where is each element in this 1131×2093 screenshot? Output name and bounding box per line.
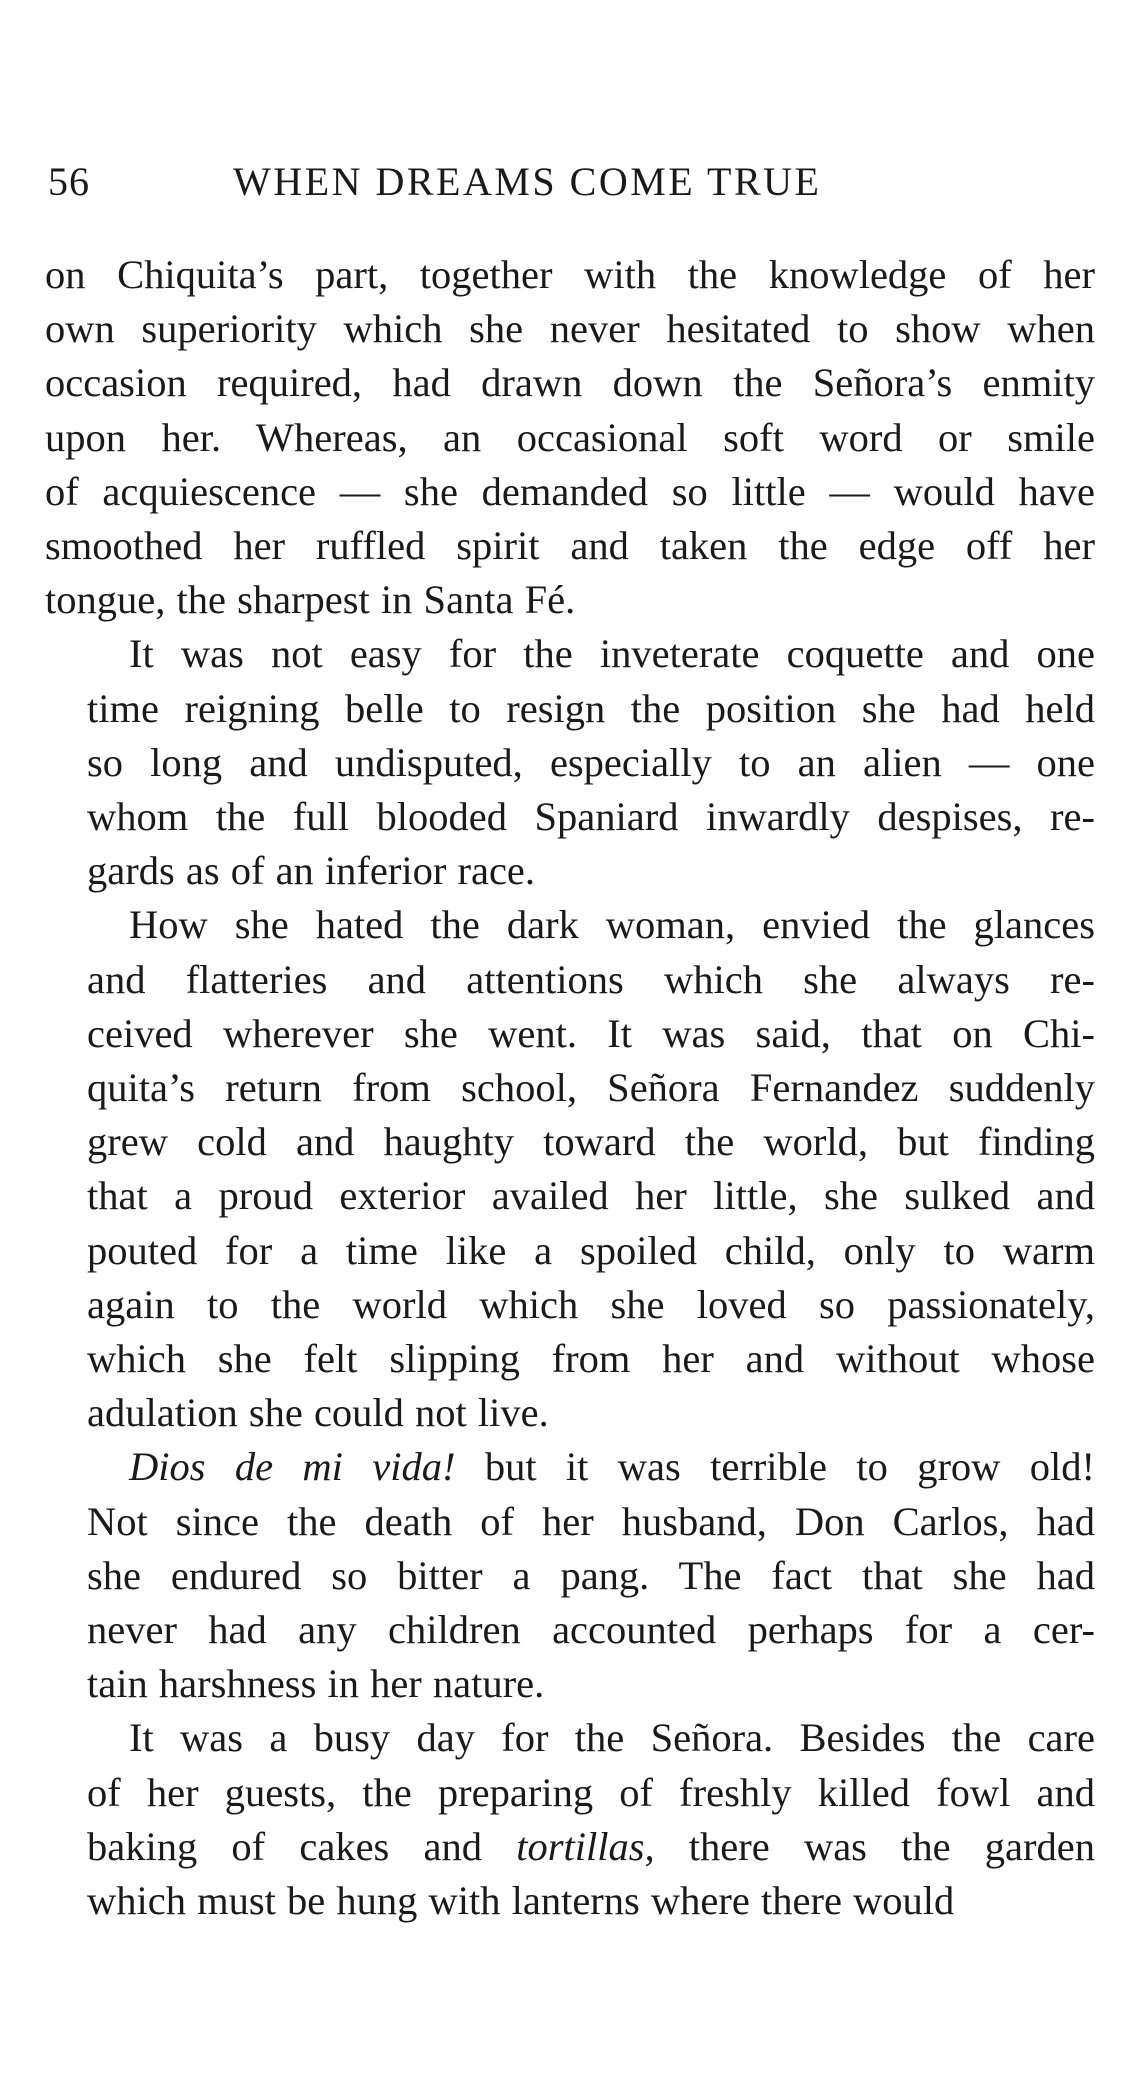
page-number: 56 — [48, 159, 90, 204]
text-segment: so long and undisputed, especially to an alien — one — [87, 739, 1095, 785]
text-segment: and flatteries and attentions which she always re- — [87, 956, 1095, 1002]
text-line — [45, 1278, 1095, 1332]
text-line — [45, 790, 1095, 844]
text-segment: on Chiquita’s part, together with the knowledge of her — [45, 252, 1095, 297]
paragraph — [45, 1711, 1095, 1928]
book-title: WHEN DREAMS COME TRUE — [233, 159, 822, 204]
text-segment: quita’s return from school, Señora Fernandez suddenly — [87, 1065, 1095, 1111]
text-line — [45, 356, 1095, 410]
text-line — [45, 465, 1095, 519]
running-head — [48, 158, 1088, 214]
text-line — [45, 248, 1095, 302]
paragraph — [45, 627, 1095, 898]
text-segment: tain harshness in her nature. — [87, 1661, 545, 1707]
text-segment: It was not easy for the inveterate coquette and one — [129, 631, 1095, 677]
text-line — [45, 1820, 1095, 1874]
text-line — [45, 1007, 1095, 1061]
text-line — [45, 1169, 1095, 1223]
text-line — [45, 627, 1095, 681]
text-line — [45, 1874, 1095, 1928]
text-segment: whom the full blooded Spaniard inwardly despises, re- — [87, 794, 1095, 840]
paragraph — [45, 1440, 1095, 1711]
text-segment: there was the garden — [654, 1823, 1095, 1869]
text-segment: ceived wherever she went. It was said, that on Chi- — [87, 1010, 1095, 1056]
text-line — [45, 1603, 1095, 1657]
italic-text: tortillas, — [516, 1823, 655, 1869]
italic-text: Dios de mi vida! — [129, 1444, 456, 1490]
text-line — [45, 682, 1095, 736]
text-line — [45, 1657, 1095, 1711]
text-segment: time reigning belle to resign the position she had held — [87, 685, 1095, 731]
text-line — [45, 953, 1095, 1007]
text-line — [45, 1224, 1095, 1278]
text-line — [45, 519, 1095, 573]
text-line — [45, 1332, 1095, 1386]
text-segment: smoothed her ruffled spirit and taken the edge off her — [45, 523, 1095, 569]
text-line — [45, 1711, 1095, 1765]
text-segment: which must be hung with lanterns where there would — [87, 1878, 955, 1924]
text-line — [45, 573, 1095, 627]
paragraph — [45, 248, 1095, 627]
text-line — [45, 898, 1095, 952]
text-line — [45, 1766, 1095, 1820]
text-segment: Not since the death of her husband, Don Carlos, had — [87, 1498, 1095, 1544]
text-segment: again to the world which she loved so passionately, — [87, 1281, 1095, 1327]
text-segment: upon her. Whereas, an occasional soft word or smile — [45, 414, 1095, 460]
text-segment: pouted for a time like a spoiled child, only to warm — [87, 1227, 1095, 1273]
text-line — [45, 1061, 1095, 1115]
text-segment: but it was terrible to grow old! — [455, 1444, 1096, 1490]
text-line — [45, 411, 1095, 465]
text-segment: occasion required, had drawn down the Señora’s enmity — [45, 360, 1095, 406]
text-segment: of acquiescence — she demanded so little — would have — [45, 468, 1095, 514]
text-line — [45, 1549, 1095, 1603]
text-line — [45, 844, 1095, 898]
text-line — [45, 1495, 1095, 1549]
text-line — [45, 736, 1095, 790]
text-segment: adulation she could not live. — [87, 1390, 549, 1436]
text-segment: tongue, the sharpest in Santa Fé. — [45, 577, 576, 623]
text-segment: gards as of an inferior race. — [87, 848, 536, 894]
body-text — [45, 248, 1095, 1928]
text-segment: that a proud exterior availed her little, she sulked and — [87, 1173, 1095, 1219]
text-segment: grew cold and haughty toward the world, but finding — [87, 1119, 1095, 1165]
text-line — [45, 1440, 1095, 1494]
text-segment: which she felt slipping from her and without whose — [87, 1336, 1095, 1382]
text-segment: How she hated the dark woman, envied the glances — [129, 902, 1095, 948]
text-segment: she endured so bitter a pang. The fact that she had — [87, 1552, 1095, 1598]
text-line — [45, 1115, 1095, 1169]
paragraph — [45, 898, 1095, 1440]
text-segment: baking of cakes and — [87, 1823, 517, 1869]
text-segment: never had any children accounted perhaps for a cer- — [87, 1607, 1095, 1653]
text-segment: own superiority which she never hesitated to show when — [45, 306, 1095, 352]
text-line — [45, 1386, 1095, 1440]
text-segment: of her guests, the preparing of freshly killed fowl and — [87, 1769, 1095, 1815]
text-line — [45, 302, 1095, 356]
text-segment: It was a busy day for the Señora. Besides the care — [129, 1715, 1095, 1761]
